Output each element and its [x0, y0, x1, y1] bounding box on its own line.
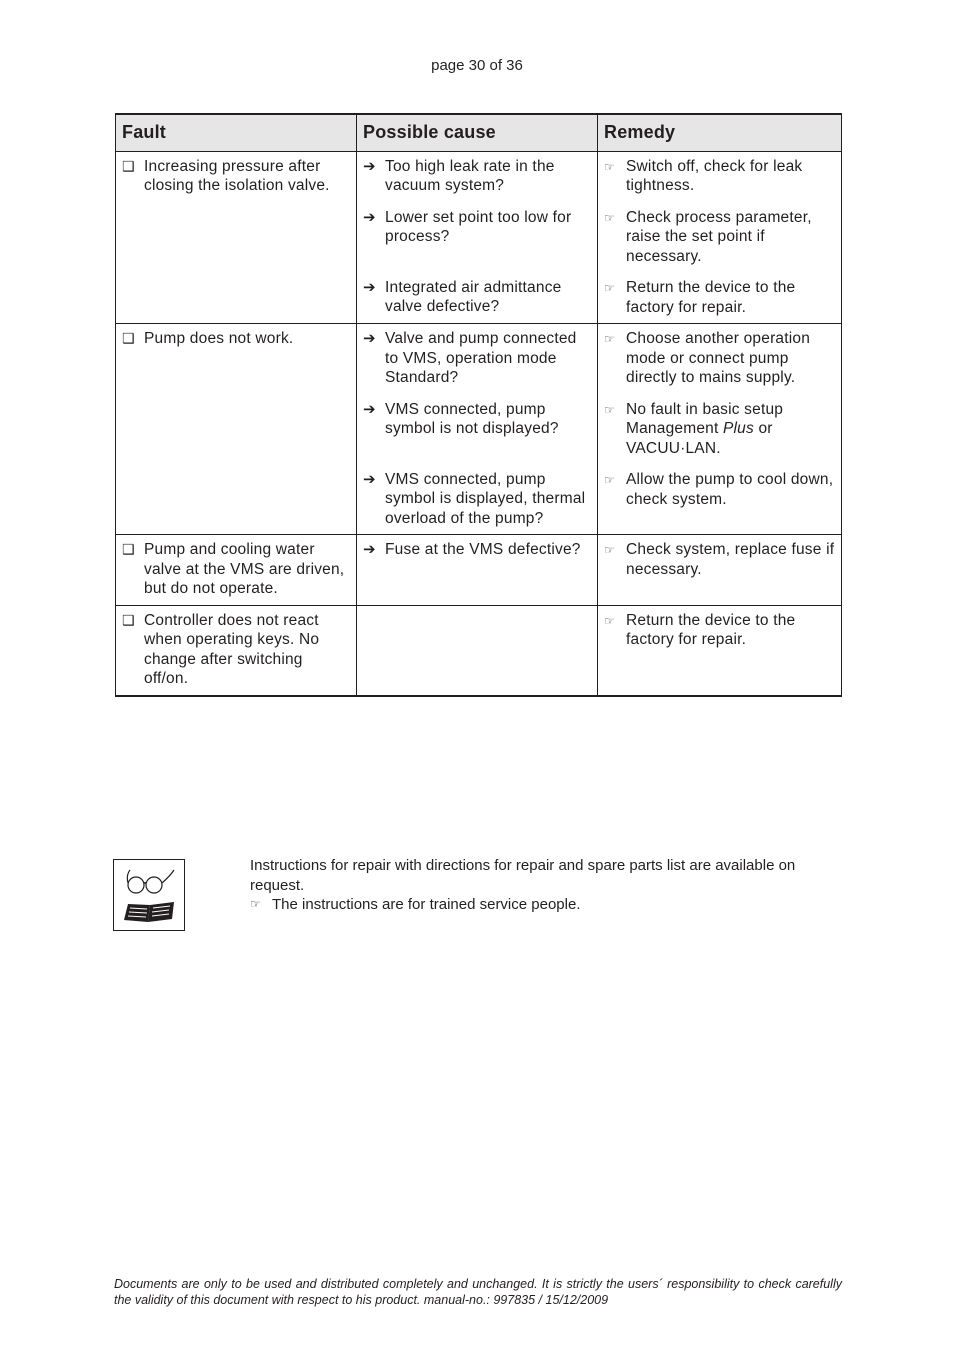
- pointing-hand-icon: ☞: [250, 897, 261, 911]
- cause-text: Fuse at the VMS defective?: [385, 541, 581, 558]
- remedy-text: Check process parameter, raise the set point if necessary.: [626, 208, 812, 265]
- table-row: [116, 605, 842, 696]
- pointing-hand-icon: ☞: [604, 332, 615, 346]
- remedy-text: Choose another operation mode or connect pump directly to mains supply.: [626, 330, 811, 386]
- arrow-right-icon: ➔: [363, 470, 376, 488]
- remedy-text: Return the device to the factory for repair.: [626, 279, 796, 316]
- cause-cell: [357, 151, 598, 324]
- table-row: [116, 151, 842, 324]
- pointing-hand-icon: ☞: [604, 473, 615, 487]
- repair-note-text: Instructions for repair with directions for repair and spare parts list are available on request.: [250, 857, 796, 894]
- cause-text: Integrated air admittance valve defective?: [385, 278, 562, 315]
- header-remedy: Remedy: [598, 114, 842, 151]
- header-fault: Fault: [116, 114, 357, 151]
- arrow-right-icon: ➔: [363, 157, 376, 175]
- footer-disclaimer: Documents are only to be used and distributed completely and unchanged. It is strictly the users´ responsibility to check carefully the validity of this document with respect to his product. manual-no.: 997835 / 15/12/2009: [114, 1277, 842, 1307]
- arrow-right-icon: ➔: [363, 541, 376, 558]
- remedy-text: Return the device to the factory for repair.: [626, 611, 796, 648]
- cause-cell: [357, 605, 598, 696]
- table-header-row: [116, 114, 842, 151]
- remedy-cell: [598, 605, 842, 696]
- page-number: page 30 of 36: [431, 57, 523, 74]
- table-row: [116, 324, 842, 535]
- fault-cell: [116, 535, 357, 606]
- cause-text: Too high leak rate in the vacuum system?: [385, 157, 555, 194]
- checkbox-icon: ❑: [122, 330, 135, 346]
- cause-text: Lower set point too low for process?: [385, 208, 572, 245]
- troubleshooting-table: [115, 113, 842, 697]
- fault-text: Increasing pressure after closing the isolation valve.: [144, 157, 330, 194]
- cause-cell: [357, 535, 598, 606]
- pointing-hand-icon: ☞: [604, 281, 615, 295]
- arrow-right-icon: ➔: [363, 278, 376, 296]
- fault-text: Pump does not work.: [144, 330, 294, 347]
- arrow-right-icon: ➔: [363, 330, 376, 347]
- pointing-hand-icon: ☞: [604, 402, 615, 417]
- pointing-hand-icon: ☞: [604, 159, 615, 174]
- arrow-right-icon: ➔: [363, 400, 376, 418]
- glasses-book-graphic: [114, 860, 184, 930]
- remedy-text: Switch off, check for leak tightness.: [626, 157, 803, 194]
- remedy-text: Check system, replace fuse if necessary.: [626, 541, 835, 578]
- remedy-text: Allow the pump to cool down, check system.: [626, 471, 834, 508]
- fault-cell: [116, 324, 357, 535]
- arrow-right-icon: ➔: [363, 208, 376, 226]
- cause-text: Valve and pump connected to VMS, operation mode Standard?: [385, 330, 577, 386]
- fault-text: Controller does not react when operating keys. No change after switching off/on.: [144, 611, 320, 687]
- fault-cell: [116, 605, 357, 696]
- remedy-text: No fault in basic setup Management Plus or VACUU·LAN.: [626, 400, 784, 457]
- pointing-hand-icon: ☞: [604, 543, 615, 557]
- cause-text: VMS connected, pump symbol is not displayed?: [385, 400, 559, 437]
- repair-note-hint: The instructions are for trained service people.: [272, 896, 581, 913]
- checkbox-icon: ❑: [122, 541, 135, 557]
- remedy-cell: [598, 151, 842, 324]
- header-possible-cause: Possible cause: [357, 114, 598, 151]
- cause-cell: [357, 324, 598, 535]
- remedy-cell: [598, 535, 842, 606]
- checkbox-icon: ❑: [122, 611, 135, 628]
- pointing-hand-icon: ☞: [604, 210, 615, 225]
- fault-cell: [116, 151, 357, 324]
- repair-note: [250, 856, 842, 915]
- reading-glasses-book-icon: [113, 859, 185, 931]
- fault-text: Pump and cooling water valve at the VMS are driven, but do not operate.: [144, 541, 345, 597]
- remedy-cell: [598, 324, 842, 535]
- table-row: [116, 535, 842, 606]
- checkbox-icon: ❑: [122, 157, 135, 174]
- pointing-hand-icon: ☞: [604, 613, 615, 628]
- cause-text: VMS connected, pump symbol is displayed, thermal overload of the pump?: [385, 470, 586, 527]
